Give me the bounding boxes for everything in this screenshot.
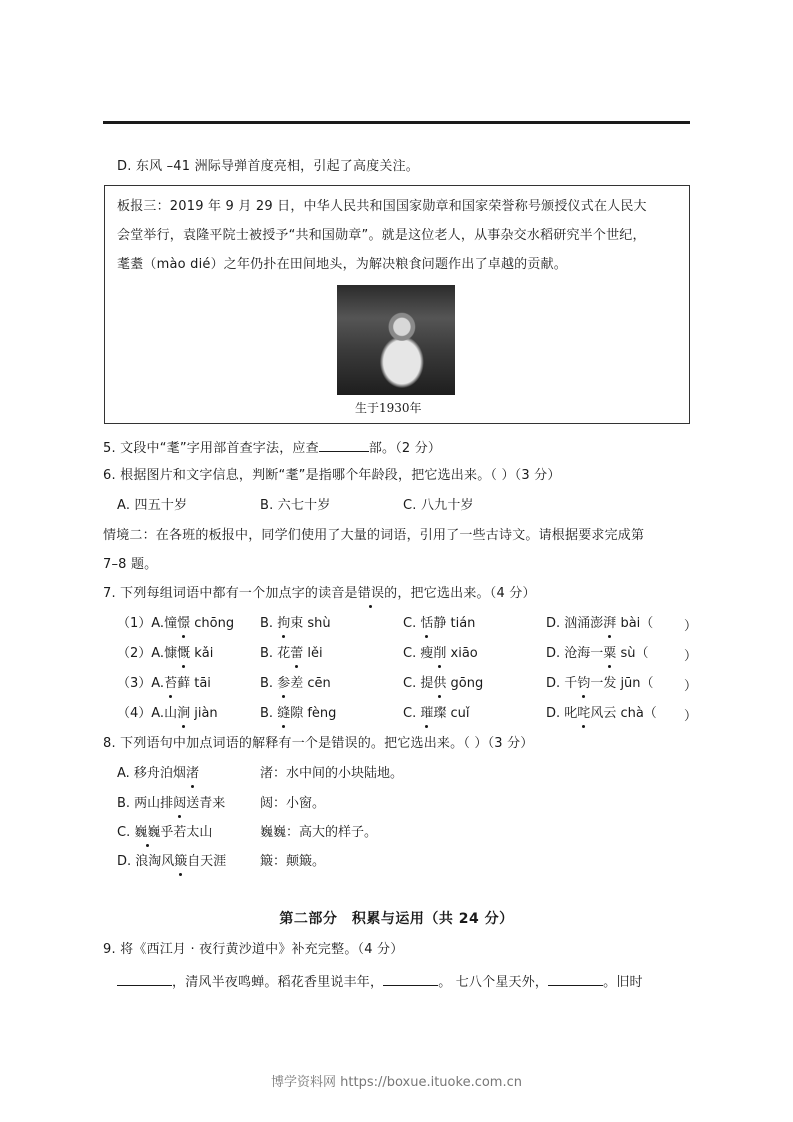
q7-row-2-b: B. 花蕾 lěi xyxy=(260,646,323,661)
question-4-option-d: D. 东风 –41 洲际导弹首度亮相，引起了高度关注。 xyxy=(117,159,419,174)
q7-row-1-a: （1）A.憧憬 chōng xyxy=(117,616,235,631)
poem-blank-2[interactable] xyxy=(383,971,438,986)
q8-option-d: D. 浪淘风簸自天涯 xyxy=(117,854,227,869)
header-rule xyxy=(103,121,690,124)
q7-row-1-d: D. 汹涌澎湃 bài（ xyxy=(546,616,654,631)
q7-row-3-b: B. 参差 cēn xyxy=(260,676,331,691)
q7-row-3-d: D. 千钧一发 jūn（ xyxy=(546,676,654,691)
q7-row-3-c: C. 提供 gōng xyxy=(403,676,484,691)
board-line-3: 耄耋（mào dié）之年仍扑在田间地头，为解决粮食问题作出了卓越的贡献。 xyxy=(117,257,567,272)
q8-option-b-explain: 闼：小窗。 xyxy=(260,796,326,811)
q7-text-a: 7. 下列每组词语中都有一个加点字的读音是 xyxy=(103,586,358,601)
answer-paren: ） xyxy=(684,709,698,724)
q7-text-b: 的，把它选出来。（4 分） xyxy=(384,586,536,601)
q7-row-4-b: B. 缝隙 fèng xyxy=(260,706,337,721)
q7-row-1-b: B. 拘束 shù xyxy=(260,616,331,631)
q7-row-2-d: D. 沧海一粟 sù（ xyxy=(546,646,649,661)
board-line-2: 会堂举行，袁隆平院士被授予“共和国勋章”。就是这位老人，从事杂交水稻研究半个世纪， xyxy=(117,228,646,243)
poem-blank-1[interactable] xyxy=(117,971,172,986)
part-two-heading: 第二部分 积累与运用（共 24 分） xyxy=(279,911,514,927)
watermark-footer: 博学资料网 https://boxue.ituoke.com.cn xyxy=(271,1075,522,1090)
answer-paren: ） xyxy=(684,649,698,664)
q6-option-b: B. 六七十岁 xyxy=(260,498,331,513)
question-5-prefix: 5. 文段中“耄”字用部首查字法，应查 xyxy=(103,441,319,456)
board-line-1: 板报三：2019 年 9 月 29 日，中华人民共和国国家勋章和国家荣誉称号颁授仪式在人民大 xyxy=(117,199,647,214)
question-5-suffix: 部。（2 分） xyxy=(368,441,442,456)
question-9-poem: ，清风半夜鸣蝉。稻花香里说丰年， 。 七八个星天外， 。旧时 xyxy=(117,971,643,992)
answer-blank[interactable] xyxy=(319,437,369,452)
q6-option-a: A. 四五十岁 xyxy=(117,498,188,513)
q8-option-d-explain: 簸：颠簸。 xyxy=(260,854,326,869)
q8-option-c-explain: 巍巍：高大的样子。 xyxy=(260,825,378,840)
answer-paren: ） xyxy=(684,619,698,634)
q7-row-2-a: （2）A.慷慨 kǎi xyxy=(117,646,214,661)
q8-option-a: A. 移舟泊烟渚 xyxy=(117,766,199,781)
question-9: 9. 将《西江月 · 夜行黄沙道中》补充完整。（4 分） xyxy=(103,942,404,957)
answer-paren: ） xyxy=(684,679,698,694)
poem-blank-3[interactable] xyxy=(548,971,603,986)
q8-option-c: C. 巍巍乎若太山 xyxy=(117,825,213,840)
q7-row-2-c: C. 瘦削 xiāo xyxy=(403,646,478,661)
question-8: 8. 下列语句中加点词语的解释有一个是错误的。把它选出来。（ ）（3 分） xyxy=(103,736,534,751)
q7-row-4-c: C. 璀璨 cuǐ xyxy=(403,706,470,721)
q7-row-1-c: C. 恬静 tián xyxy=(403,616,476,631)
board-three-box xyxy=(104,185,690,424)
q7-dotted-word: 错误 xyxy=(357,586,385,601)
q7-row-3-a: （3）A.苔藓 tāi xyxy=(117,676,211,691)
q8-option-a-explain: 渚：水中间的小块陆地。 xyxy=(260,766,404,781)
yuan-longping-photo xyxy=(337,285,455,395)
question-7 xyxy=(103,585,536,603)
q7-row-4-d: D. 叱咤风云 chà（ xyxy=(546,706,657,721)
scenario-two-line-1: 情境二：在各班的板报中，同学们使用了大量的词语，引用了一些古诗文。请根据要求完成第 xyxy=(103,528,645,543)
q7-row-4-a: （4）A.山涧 jiàn xyxy=(117,706,218,721)
q8-option-b: B. 两山排闼送青来 xyxy=(117,796,226,811)
question-5 xyxy=(103,437,441,458)
scenario-two-line-2: 7–8 题。 xyxy=(103,557,158,572)
q6-option-c: C. 八九十岁 xyxy=(403,498,474,513)
question-6: 6. 根据图片和文字信息，判断“耄”是指哪个年龄段，把它选出来。（ ）（3 分） xyxy=(103,468,561,483)
photo-caption: 生于1930年 xyxy=(355,401,422,415)
